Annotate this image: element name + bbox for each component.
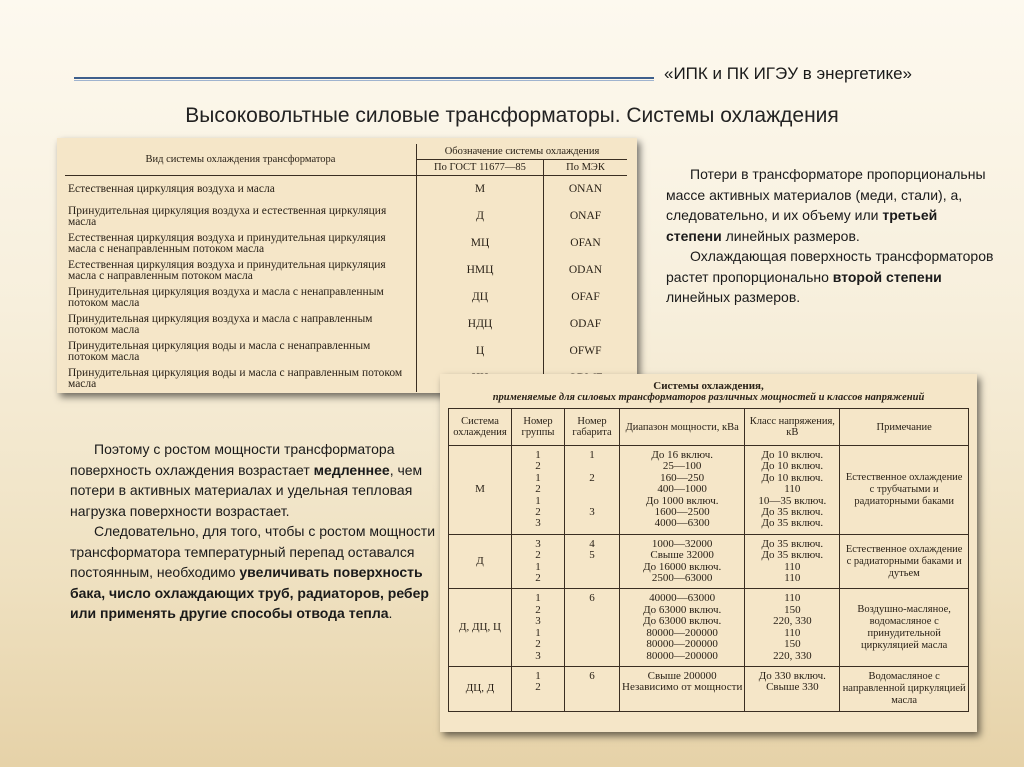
t2-power-value: 160—250 bbox=[660, 471, 705, 484]
header-rule bbox=[74, 77, 654, 79]
t2-voltage-value: 150 bbox=[784, 603, 801, 616]
t2-sizes-value bbox=[567, 651, 617, 662]
t1-gost: Ц bbox=[417, 338, 544, 365]
table-row bbox=[65, 176, 627, 204]
t1-desc: Принудительная циркуляция воздуха и масла с ненаправленным потоком масла bbox=[65, 284, 417, 311]
t2-note-cell: Естественное охлаждение с трубчатыми и радиаторными баками bbox=[840, 446, 969, 535]
t2-groups-value: 3 bbox=[535, 649, 541, 662]
t2-system-cell: Д, ДЦ, Ц bbox=[449, 589, 512, 666]
cooling-designation-table-card bbox=[57, 138, 637, 393]
text-span: Охлаждающая поверхность трансформаторов растет пропорционально bbox=[666, 248, 994, 285]
t2-sizes-value bbox=[567, 682, 617, 693]
t2-groups-cell bbox=[512, 534, 565, 589]
t2-groups-value: 1 bbox=[535, 626, 541, 639]
t2-sizes-value bbox=[567, 484, 617, 495]
t2-voltage-value: Свыше 330 bbox=[766, 681, 819, 694]
losses-text-block bbox=[666, 164, 996, 308]
t1-iec: ONAF bbox=[569, 210, 602, 222]
t1-iec: OFAN bbox=[570, 237, 601, 249]
t2-voltage-value: 220, 330 bbox=[773, 615, 812, 628]
t2-sizes-value: 4 bbox=[589, 537, 595, 550]
t2-system-cell: М bbox=[449, 446, 512, 535]
t2-sizes-cell bbox=[565, 666, 620, 711]
t2-sizes-cell bbox=[565, 589, 620, 666]
t2-power-value: До 63000 включ. bbox=[643, 615, 722, 628]
t2-power-value: 80000—200000 bbox=[646, 626, 718, 639]
t1-gost: М bbox=[417, 176, 544, 204]
t2-power-value: 400—1000 bbox=[657, 483, 707, 496]
t2-header-power: Диапазон мощности, кВа bbox=[620, 409, 745, 446]
table-row bbox=[65, 257, 627, 284]
t1-group-header: Обозначение системы охлаждения bbox=[417, 144, 628, 160]
t2-power-value: 1000—32000 bbox=[651, 537, 713, 550]
emphasis-increase-surface: увеличивать поверхность бака, число охлаждающих труб, радиаторов, ребер или применять другие способы отвода тепла bbox=[70, 564, 429, 621]
t2-voltage-value: 110 bbox=[784, 483, 801, 496]
text-span: Следовательно, для того, чтобы с ростом мощности трансформатора температурный перепад оставался постоянным, необходимо bbox=[70, 523, 436, 580]
t2-voltage-cell bbox=[745, 446, 840, 535]
t1-gost: НДЦ bbox=[417, 311, 544, 338]
surface-paragraph bbox=[666, 246, 996, 308]
t2-voltage-value: 110 bbox=[784, 592, 801, 605]
t2-groups-cell bbox=[512, 589, 565, 666]
t2-voltage-value: 110 bbox=[784, 560, 801, 573]
t2-voltage-value: 110 bbox=[784, 626, 801, 639]
t2-groups-value: 2 bbox=[535, 603, 541, 616]
t1-desc: Естественная циркуляция воздуха и принудительная циркуляция масла с направленным потоком масла bbox=[65, 257, 417, 284]
t2-power-value: Свыше 200000 bbox=[647, 669, 717, 682]
conclusion-text-block bbox=[70, 439, 440, 624]
t1-iec: ODAF bbox=[569, 318, 602, 330]
emphasis-third-degree: третьей степени bbox=[666, 207, 938, 244]
t2-power-value: 80000—200000 bbox=[646, 638, 718, 651]
t2-voltage-value: До 10 включ. bbox=[761, 449, 824, 461]
t2-groups-value: 2 bbox=[535, 549, 541, 562]
t2-voltage-cell bbox=[745, 666, 840, 711]
t2-note-cell: Водомасляное с направленной циркуляцией масла bbox=[840, 666, 969, 711]
t2-voltage-value: До 330 включ. bbox=[758, 669, 826, 682]
t1-iec: OFAF bbox=[571, 291, 600, 303]
t2-sizes-value: 6 bbox=[589, 592, 595, 605]
t2-groups-value: 2 bbox=[535, 506, 541, 519]
table-row bbox=[65, 230, 627, 257]
t1-gost: Д bbox=[417, 203, 544, 230]
text-span: линейных размеров. bbox=[666, 289, 801, 305]
t1-gost: ДЦ bbox=[417, 284, 544, 311]
t1-col-gost-header: По ГОСТ 11677—85 bbox=[417, 160, 544, 176]
t2-voltage-value: До 35 включ. bbox=[761, 506, 824, 519]
t1-iec: ODAN bbox=[568, 264, 603, 276]
table-row bbox=[449, 534, 969, 589]
t2-groups-value: 3 bbox=[535, 615, 541, 628]
t2-voltage-value: До 10 включ. bbox=[761, 471, 824, 484]
t2-power-value: До 16000 включ. bbox=[643, 560, 722, 573]
t2-caption-subtitle: применяемые для силовых трансформаторов различных мощностей и классов напряжений bbox=[492, 392, 925, 403]
t1-iec: ONAN bbox=[568, 183, 603, 195]
t2-voltage-value: 220, 330 bbox=[773, 649, 812, 662]
conclusion-paragraph-1 bbox=[70, 439, 440, 521]
t2-voltage-value: 110 bbox=[784, 572, 801, 585]
t1-desc: Принудительная циркуляция воды и масла с направленным потоком масла bbox=[65, 365, 417, 392]
t2-power-value: 25—100 bbox=[662, 460, 702, 473]
t2-header-system: Система охлаждения bbox=[449, 409, 512, 446]
t2-header-voltage: Класс напряжения, кВ bbox=[745, 409, 840, 446]
t2-power-value: 80000—200000 bbox=[646, 649, 718, 662]
t2-sizes-value: 2 bbox=[589, 471, 595, 484]
t2-header-size: Номер габарита bbox=[565, 409, 620, 446]
text-span: . bbox=[388, 605, 393, 621]
t2-voltage-cell bbox=[745, 534, 840, 589]
t1-col-iec-header: По МЭК bbox=[544, 160, 628, 176]
t2-power-value: До 1000 включ. bbox=[645, 494, 719, 507]
t1-desc: Естественная циркуляция воздуха и масла bbox=[65, 176, 417, 204]
conclusion-paragraph-2 bbox=[70, 521, 440, 624]
t2-sizes-cell bbox=[565, 446, 620, 535]
organization-label: «ИПК и ПК ИГЭУ в энергетике» bbox=[664, 64, 913, 83]
t2-sizes-cell bbox=[565, 534, 620, 589]
t2-power-value: Свыше 32000 bbox=[650, 549, 714, 562]
t2-groups-cell bbox=[512, 666, 565, 711]
t2-groups-value: 1 bbox=[535, 669, 541, 682]
t2-power-cell bbox=[620, 666, 745, 711]
t2-power-value: 2500—63000 bbox=[651, 572, 713, 585]
emphasis-second-degree: второй степени bbox=[832, 268, 942, 285]
t1-col-type-header: Вид системы охлаждения трансформатора bbox=[65, 144, 417, 176]
t2-groups-value: 2 bbox=[535, 460, 541, 473]
t1-desc: Естественная циркуляция воздуха и принудительная циркуляция масла с ненаправленным потоком масла bbox=[65, 230, 417, 257]
t2-groups-value: 1 bbox=[535, 560, 541, 573]
losses-paragraph bbox=[666, 164, 996, 246]
table-row bbox=[65, 338, 627, 365]
header-rule-shadow bbox=[74, 80, 654, 81]
t1-desc: Принудительная циркуляция воздуха и масла с направленным потоком масла bbox=[65, 311, 417, 338]
t2-power-value: 4000—6300 bbox=[654, 517, 710, 530]
table-row bbox=[65, 311, 627, 338]
t2-sizes-value bbox=[567, 573, 617, 584]
t2-sizes-value: 6 bbox=[589, 669, 595, 682]
t2-power-cell bbox=[620, 534, 745, 589]
cooling-systems-table-card bbox=[440, 374, 977, 732]
t1-gost: МЦ bbox=[417, 230, 544, 257]
t2-power-value: 40000—63000 bbox=[649, 592, 716, 605]
text-span: Поэтому с ростом мощности трансформатора поверхность охлаждения возрастает bbox=[70, 441, 395, 478]
t2-power-cell bbox=[620, 446, 745, 535]
t2-voltage-value: До 10 включ. bbox=[761, 460, 824, 473]
table-row bbox=[449, 446, 969, 535]
t2-sizes-value bbox=[567, 616, 617, 627]
table-row bbox=[65, 203, 627, 230]
t2-voltage-value: 10—35 включ. bbox=[758, 494, 827, 507]
t2-power-value: 1600—2500 bbox=[654, 506, 710, 519]
text-span: Потери в трансформаторе пропорциональны массе активных материалов (меди, стали), а, следовательно, и их объему или bbox=[666, 166, 986, 223]
cooling-systems-table bbox=[448, 408, 969, 712]
t2-groups-value: 2 bbox=[535, 483, 541, 496]
t2-groups-value: 2 bbox=[535, 572, 541, 585]
t2-groups-cell bbox=[512, 446, 565, 535]
t2-system-cell: Д bbox=[449, 534, 512, 589]
t2-groups-value: 3 bbox=[535, 537, 541, 550]
t2-power-value: До 16 включ. bbox=[651, 449, 713, 461]
t2-sizes-value: 5 bbox=[589, 549, 595, 562]
t1-gost: НМЦ bbox=[417, 257, 544, 284]
slide-title: Высоковольтные силовые трансформаторы. Системы охлаждения bbox=[185, 104, 839, 127]
text-span: , чем потери в активных материалах и удельная тепловая нагрузка поверхности возрастает. bbox=[70, 461, 423, 519]
t2-sizes-value: 3 bbox=[589, 506, 595, 519]
t2-caption-title: Системы охлаждения, bbox=[653, 380, 764, 392]
emphasis-slower: медленнее bbox=[313, 461, 390, 478]
t2-groups-value: 1 bbox=[535, 592, 541, 605]
t2-groups-value: 1 bbox=[535, 471, 541, 484]
t2-power-value: До 63000 включ. bbox=[643, 603, 722, 616]
t2-voltage-value: До 35 включ. bbox=[761, 549, 824, 562]
t2-groups-value: 1 bbox=[535, 494, 541, 507]
cooling-designation-table bbox=[65, 144, 627, 392]
table-row bbox=[65, 284, 627, 311]
table-row bbox=[449, 589, 969, 666]
t2-voltage-value: До 35 включ. bbox=[761, 537, 824, 550]
t2-voltage-value: До 35 включ. bbox=[761, 517, 824, 530]
t1-desc: Принудительная циркуляция воздуха и естественная циркуляция масла bbox=[65, 203, 417, 230]
t2-note-cell: Естественное охлаждение с радиаторными баками и дутьем bbox=[840, 534, 969, 589]
t2-groups-value: 2 bbox=[535, 681, 541, 694]
t2-voltage-value: 150 bbox=[784, 638, 801, 651]
t2-power-value: Независимо от мощности bbox=[622, 681, 743, 694]
table-row bbox=[449, 666, 969, 711]
t2-power-cell bbox=[620, 589, 745, 666]
t2-sizes-value bbox=[567, 639, 617, 650]
t2-note-cell: Воздушно-масляное, водомасляное с принудительной циркуляцией масла bbox=[840, 589, 969, 666]
t2-sizes-value bbox=[567, 518, 617, 529]
t1-iec: OFWF bbox=[569, 345, 602, 357]
t2-groups-value: 3 bbox=[535, 517, 541, 530]
t2-groups-value: 1 bbox=[535, 449, 541, 461]
t2-voltage-cell bbox=[745, 589, 840, 666]
t1-desc: Принудительная циркуляция воды и масла с ненаправленным потоком масла bbox=[65, 338, 417, 365]
t2-header-note: Примечание bbox=[840, 409, 969, 446]
text-span: линейных размеров. bbox=[721, 227, 860, 244]
t2-header-group: Номер группы bbox=[512, 409, 565, 446]
t2-groups-value: 2 bbox=[535, 638, 541, 651]
t2-system-cell: ДЦ, Д bbox=[449, 666, 512, 711]
t2-sizes-value: 1 bbox=[589, 449, 595, 461]
